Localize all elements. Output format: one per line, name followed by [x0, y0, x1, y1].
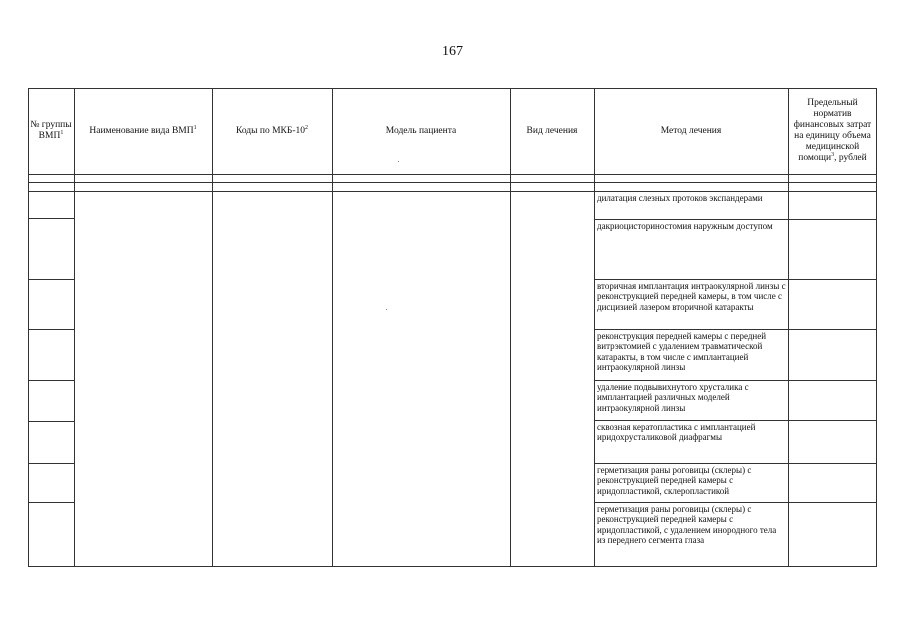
header-group-no: № группы ВМП$^1$ [30, 120, 72, 141]
row-divider [28, 218, 74, 219]
row-divider [28, 279, 74, 280]
row-divider [28, 191, 877, 192]
scan-speck [386, 309, 387, 310]
header-patient-model [332, 88, 510, 174]
header-cost-norm: Предельный норматив финансовых затрат на единицу объема медицинской помощи$^3$, рублей [793, 98, 872, 163]
row-divider [28, 463, 74, 464]
row-divider [594, 502, 877, 503]
row-divider [28, 380, 74, 381]
row-divider [594, 420, 877, 421]
method-cell-2: дакриоцисториностомия наружным доступом [597, 221, 773, 231]
column-divider [594, 88, 595, 567]
header-icd-codes: Коды по МКБ-$10^2$ [235, 124, 309, 136]
method-cell-7: герметизация раны роговицы (склеры) с реконструкцией передней камеры с иридопластикой, склеропластикой [597, 465, 752, 496]
column-divider [212, 88, 213, 567]
header-vmp-name: Наименование вида ВМП$^1$ [89, 124, 197, 136]
number-row-divider [28, 182, 877, 183]
table-border-bottom [28, 566, 877, 567]
table-border-left [28, 88, 29, 567]
header-treatment-method [594, 88, 788, 174]
row-divider [594, 463, 877, 464]
row-divider [594, 329, 877, 330]
header-group-no-text: № группы ВМП [30, 120, 72, 141]
method-cell-5: удаление подвывихнутого хрусталика с имплантацией различных моделей интраокулярной линзы [597, 382, 749, 413]
row-divider [28, 502, 74, 503]
header-divider [28, 174, 877, 175]
method-cell-4: реконструкция передней камеры с передней витрэктомией с удалением травматической катаракты, в том числе с имплантацией интраокулярной линзы [597, 331, 767, 373]
row-divider [594, 219, 877, 220]
column-divider [788, 88, 789, 567]
column-divider [510, 88, 511, 567]
method-cell-8: герметизация раны роговицы (склеры) с реконструкцией передней камеры с иридопластикой, с удалением инородного тела из переднего сегмента глаза [597, 504, 777, 546]
header-cost-norm-text: Предельный норматив финансовых затрат на единицу объема медицинской помощи [793, 98, 872, 163]
header-treatment-type [510, 88, 594, 174]
method-cell-1: дилатация слезных протоков экспандерами [597, 193, 763, 203]
page-number: 167 [442, 44, 463, 59]
table-border-right [876, 88, 877, 567]
row-divider [594, 380, 877, 381]
row-divider [594, 279, 877, 280]
method-cell-6: сквозная кератопластика с имплантацией иридохрусталиковой диафрагмы [597, 422, 756, 443]
header-patient-model-text: Модель пациента [385, 125, 457, 136]
header-treatment-method-text: Метод лечения [660, 125, 722, 136]
scan-speck [398, 161, 399, 162]
row-divider [28, 421, 74, 422]
method-cell-3: вторичная имплантация интраокулярной линзы с реконструкцией передней камеры, в том числе с дисцизией лазером вторичной катаракты [597, 281, 786, 312]
header-vmp-name-text: Наименование вида ВМП [89, 125, 194, 136]
row-divider [28, 329, 74, 330]
table-border-top [28, 88, 877, 89]
column-divider [74, 88, 75, 567]
column-divider [332, 88, 333, 567]
header-icd-codes-text: Коды по МКБ-10 [235, 125, 306, 136]
vmp-table [28, 88, 877, 567]
header-treatment-type-text: Вид лечения [526, 125, 578, 136]
